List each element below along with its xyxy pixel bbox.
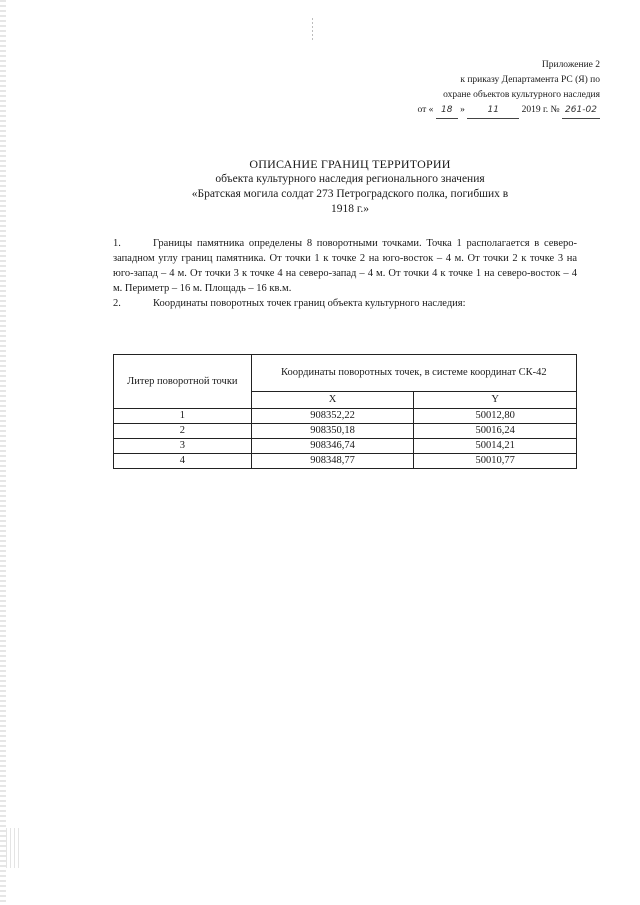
order-number: 261-02 [562,103,600,119]
cell-x: 908352,22 [251,409,414,424]
paragraph-1 [113,236,577,296]
table-row [114,439,577,454]
cell-y: 50014,21 [414,439,577,454]
header-coordinates-group: Координаты поворотных точек, в системе координат СК-42 [251,355,576,392]
cell-point: 2 [114,424,252,439]
appendix-line-3: охране объектов культурного наследия [443,90,600,100]
cell-y: 50016,24 [414,424,577,439]
scan-bottom-artifact [6,828,20,868]
title-line-3: «Братская могила солдат 273 Петроградского полка, погибших в [191,188,509,200]
paragraph-1-number: 1. [113,238,121,249]
cell-x: 908350,18 [251,424,414,439]
header-x: X [251,392,414,409]
body-text [113,236,577,311]
appendix-header [340,58,600,119]
scan-top-artifact [312,18,313,40]
title-line-1: ОПИСАНИЕ ГРАНИЦ ТЕРРИТОРИИ [249,157,451,171]
table-row [114,424,577,439]
date-quote-close: » [460,105,465,115]
table-row [114,409,577,424]
paragraph-2-text: Координаты поворотных точек границ объекта культурного наследия: [153,298,466,309]
cell-x: 908346,74 [251,439,414,454]
cell-point: 1 [114,409,252,424]
cell-y: 50010,77 [414,454,577,469]
table-row [114,454,577,469]
coordinates-table [113,354,577,469]
cell-point: 4 [114,454,252,469]
title-line-2: объекта культурного наследия регионального значения [215,173,485,185]
cell-x: 908348,77 [251,454,414,469]
header-point-letter: Литер поворотной точки [114,355,252,409]
appendix-date-line [340,103,600,119]
cell-y: 50012,80 [414,409,577,424]
document-title [150,157,550,217]
date-month: 11 [467,103,519,119]
header-y: Y [414,392,577,409]
title-line-4: 1918 г.» [331,203,369,215]
paragraph-2-number: 2. [113,298,121,309]
appendix-line-2: к приказу Департамента РС (Я) по [460,75,600,85]
scan-edge-artifact [0,0,6,905]
date-year: 2019 г. № [521,105,560,115]
appendix-line-1: Приложение 2 [541,60,600,70]
cell-point: 3 [114,439,252,454]
date-day: 18 [436,103,458,119]
paragraph-2 [113,296,577,311]
date-prefix: от « [417,105,434,115]
paragraph-1-text: Границы памятника определены 8 поворотными точками. Точка 1 располагается в северо-западном углу границ памятника. От точки 1 к точке 2 на юго-восток – 4 м. От точки 2 к точке 3 на юго-запад – 4 м. От точки 3 к точке 4 на северо-запад – 4 м. От точки 4 к точке 1 на северо-восток – 4 м. Периметр – 16 м. Площадь – 16 кв.м. [113,238,577,294]
